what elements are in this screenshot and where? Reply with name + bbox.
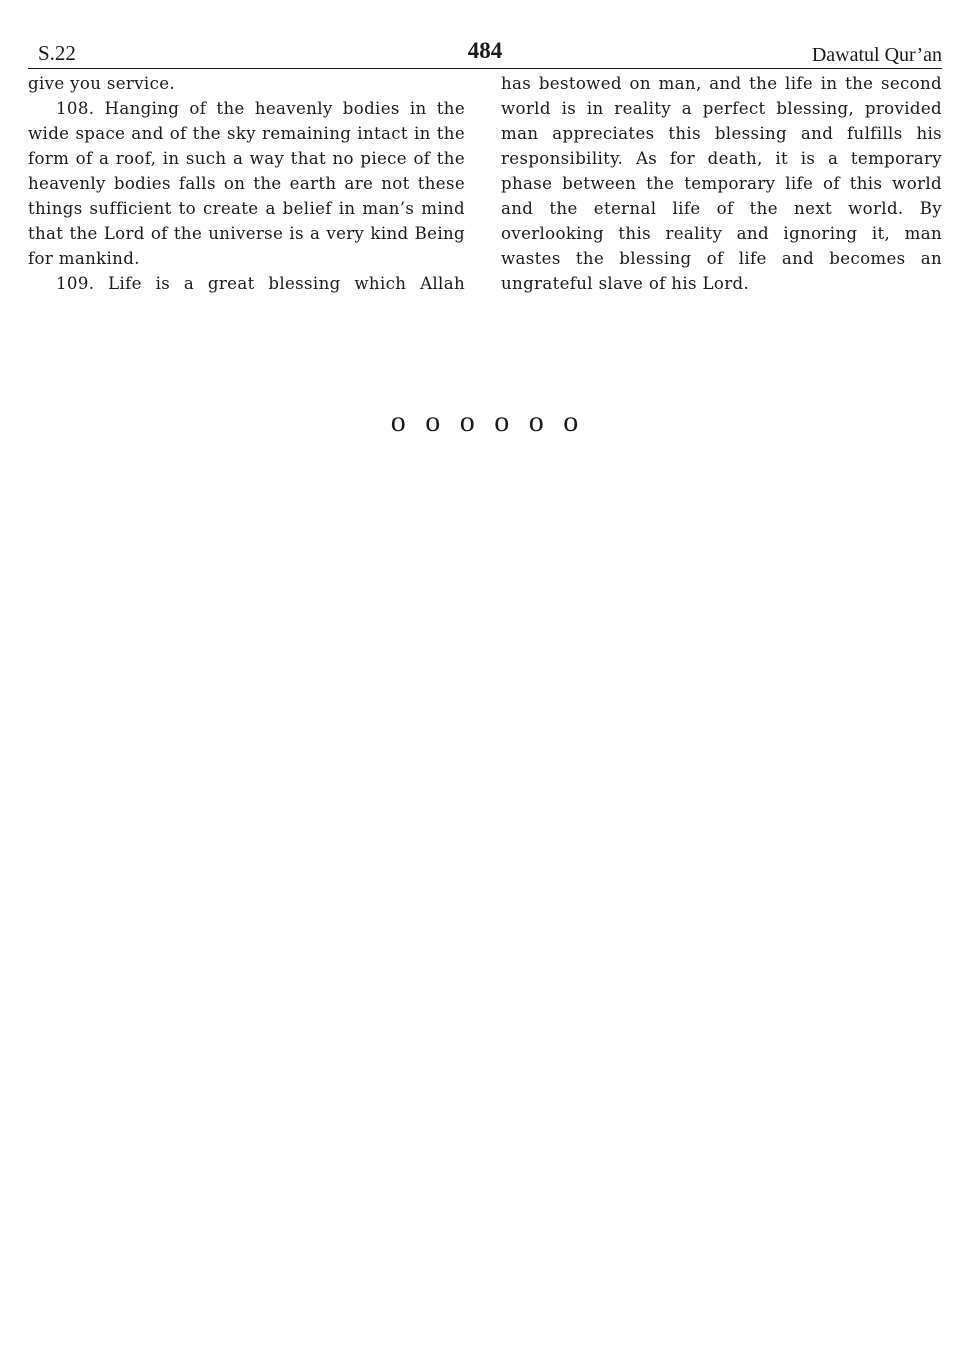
right-text-column — [501, 71, 942, 296]
page-header — [28, 40, 942, 69]
section-separator: o o o o o o — [390, 405, 585, 438]
surah-label: S.22 — [38, 41, 76, 65]
left-text-column — [28, 71, 465, 296]
paragraph-108: 108. Hanging of the heavenly bodies in the wide space and of the sky remaining intact in the form of a roof, in such a way that no piece of the heavenly bodies falls on the earth are not these things sufficient to create a belief in man’s mind that the Lord of the universe is a very kind Being for mankind. — [28, 99, 465, 268]
paragraph-109-start: 109. Life is a great blessing which Allah — [56, 274, 465, 293]
book-title: Dawatul Qur’an — [811, 44, 942, 66]
page-number: 484 — [467, 38, 503, 63]
paragraph-109-continuation: has bestowed on man, and the life in the second world is in reality a perfect blessing, provided man appreciates this blessing and fulfills his responsibility. As for death, it is a temporary phase between the temporary life of this world and the eternal life of the next world. By overlooking this reality and ignoring it, man wastes the blessing of life and becomes an ungrateful slave of his Lord. — [501, 74, 942, 293]
paragraph-continuation: give you service. — [28, 74, 176, 93]
